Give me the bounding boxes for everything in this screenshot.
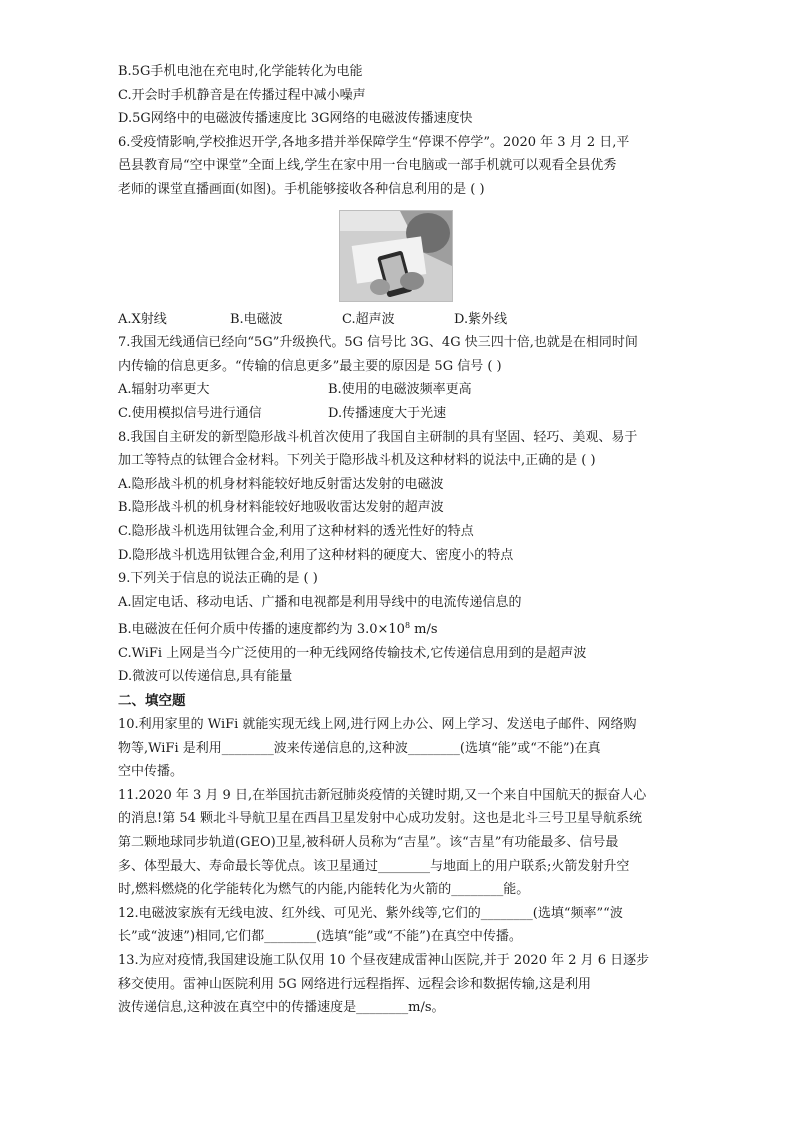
q5-option-c: C.开会时手机静音是在传播过程中减小噪声 bbox=[118, 87, 366, 103]
q11-line-4: 多、体型最大、寿命最长等优点。该卫星通过________与地面上的用户联系;火箭发射升空 bbox=[118, 858, 630, 874]
q8-option-a: A.隐形战斗机的机身材料能较好地反射雷达发射的电磁波 bbox=[118, 476, 444, 492]
q10-line-3: 空中传播。 bbox=[118, 764, 184, 780]
q9-option-b bbox=[118, 614, 678, 642]
q9-stem: 9.下列关于信息的说法正确的是 ( ) bbox=[118, 571, 318, 587]
q11-line-2: 的消息!第 54 颗北斗导航卫星在西昌卫星发射中心成功发射。这也是北斗三号卫星导航系统 bbox=[118, 811, 643, 827]
q6-option-a: A.X射线 bbox=[118, 311, 167, 327]
q13-line-3: 波传递信息,这种波在真空中的传播速度是________m/s。 bbox=[118, 1000, 445, 1016]
q9-option-b-text: B.电磁波在任何介质中传播的速度都约为 3.0×10 bbox=[118, 622, 405, 638]
q9-option-b-unit: m/s bbox=[410, 622, 438, 638]
q13-line-1: 13.为应对疫情,我国建设施工队仅用 10 个昼夜建成雷神山医院,并于 2020 年 2 月 6 日逐步 bbox=[118, 953, 650, 968]
q5-option-d: D.5G网络中的电磁波传播速度比 3G网络的电磁波传播速度快 bbox=[118, 111, 473, 127]
q10-line-1: 10.利用家里的 WiFi 就能实现无线上网,进行网上办公、网上学习、发送电子邮件、网络购 bbox=[118, 717, 637, 733]
q7-stem-line-2: 内传输的信息更多。“传输的信息更多”最主要的原因是 5G 信号 ( ) bbox=[118, 358, 502, 374]
q7-options-row-2 bbox=[118, 402, 678, 426]
q11-line-3: 第二颗地球同步轨道(GEO)卫星,被科研人员称为“吉星”。该“吉星”有功能最多、信号最 bbox=[118, 835, 619, 851]
q8-option-d: D.隐形战斗机选用钛锂合金,利用了这种材料的硬度大、密度小的特点 bbox=[118, 547, 514, 563]
section-title-fill-in: 二、填空题 bbox=[118, 693, 186, 710]
q11-line-5: 时,燃料燃烧的化学能转化为燃气的内能,内能转化为火箭的________能。 bbox=[118, 882, 530, 898]
q12-line-2: 长”或“波速”)相同,它们都________(选填“能”或“不能”)在真空中传播。 bbox=[118, 929, 522, 945]
q8-stem-line-1: 8.我国自主研发的新型隐形战斗机首次使用了我国自主研制的具有坚固、轻巧、美观、易于 bbox=[118, 429, 638, 445]
phone-photo-image bbox=[339, 210, 453, 302]
q6-option-c: C.超声波 bbox=[342, 311, 395, 327]
q9-option-c: C.WiFi 上网是当今广泛使用的一种无线网络传输技术,它传递信息用到的是超声波 bbox=[118, 645, 587, 661]
q7-options-row-1 bbox=[118, 378, 678, 402]
q6-option-b: B.电磁波 bbox=[230, 311, 283, 327]
worksheet-page bbox=[118, 60, 678, 1020]
q11-line-1: 11.2020 年 3 月 9 日,在举国抗击新冠肺炎疫情的关键时期,又一个来自中国航天的振奋人心 bbox=[118, 787, 647, 803]
q5-option-b: B.5G手机电池在充电时,化学能转化为电能 bbox=[118, 64, 363, 79]
q6-stem-line-1: 6.受疫情影响,学校推迟开学,各地多措并举保障学生“停课不停学”。2020 年 3 月 2 日,平 bbox=[118, 134, 630, 150]
q6-stem-line-2: 邑县教育局“空中课堂”全面上线,学生在家中用一台电脑或一部手机就可以观看全县优秀 bbox=[118, 158, 617, 174]
q9-option-d: D.微波可以传递信息,具有能量 bbox=[118, 669, 293, 685]
q8-stem-line-2: 加工等特点的钛锂合金材料。下列关于隐形战斗机及这种材料的说法中,正确的是 ( ) bbox=[118, 453, 596, 469]
q7-option-c: C.使用模拟信号进行通信 bbox=[118, 405, 262, 421]
q9-option-a: A.固定电话、移动电话、广播和电视都是利用导线中的电流传递信息的 bbox=[118, 594, 522, 610]
phone-photo-illustration bbox=[340, 211, 452, 301]
q7-option-b: B.使用的电磁波频率更高 bbox=[328, 382, 472, 398]
q10-line-2: 物等,WiFi 是利用________波来传递信息的,这种波________(选填“能”或“不能”)在真 bbox=[118, 740, 601, 756]
q6-option-d: D.紫外线 bbox=[454, 311, 508, 327]
q9-option-b-exponent: 8 bbox=[404, 621, 411, 631]
q12-line-1: 12.电磁波家族有无线电波、红外线、可见光、紫外线等,它们的________(选填“频率”“波 bbox=[118, 905, 623, 921]
q7-option-a: A.辐射功率更大 bbox=[118, 382, 210, 398]
q13-line-2: 移交使用。雷神山医院利用 5G 网络进行远程指挥、远程会诊和数据传输,这是利用 bbox=[118, 976, 592, 992]
q6-options bbox=[118, 308, 678, 332]
q8-option-c: C.隐形战斗机选用钛锂合金,利用了这种材料的透光性好的特点 bbox=[118, 523, 474, 539]
q8-option-b: B.隐形战斗机的机身材料能较好地吸收雷达发射的超声波 bbox=[118, 500, 444, 516]
q7-stem-line-1: 7.我国无线通信已经向“5G”升级换代。5G 信号比 3G、4G 快三四十倍,也就是在相同时间 bbox=[118, 335, 638, 351]
q6-stem-line-3: 老师的课堂直播画面(如图)。手机能够接收各种信息利用的是 ( ) bbox=[118, 181, 485, 197]
q7-option-d: D.传播速度大于光速 bbox=[328, 405, 447, 421]
